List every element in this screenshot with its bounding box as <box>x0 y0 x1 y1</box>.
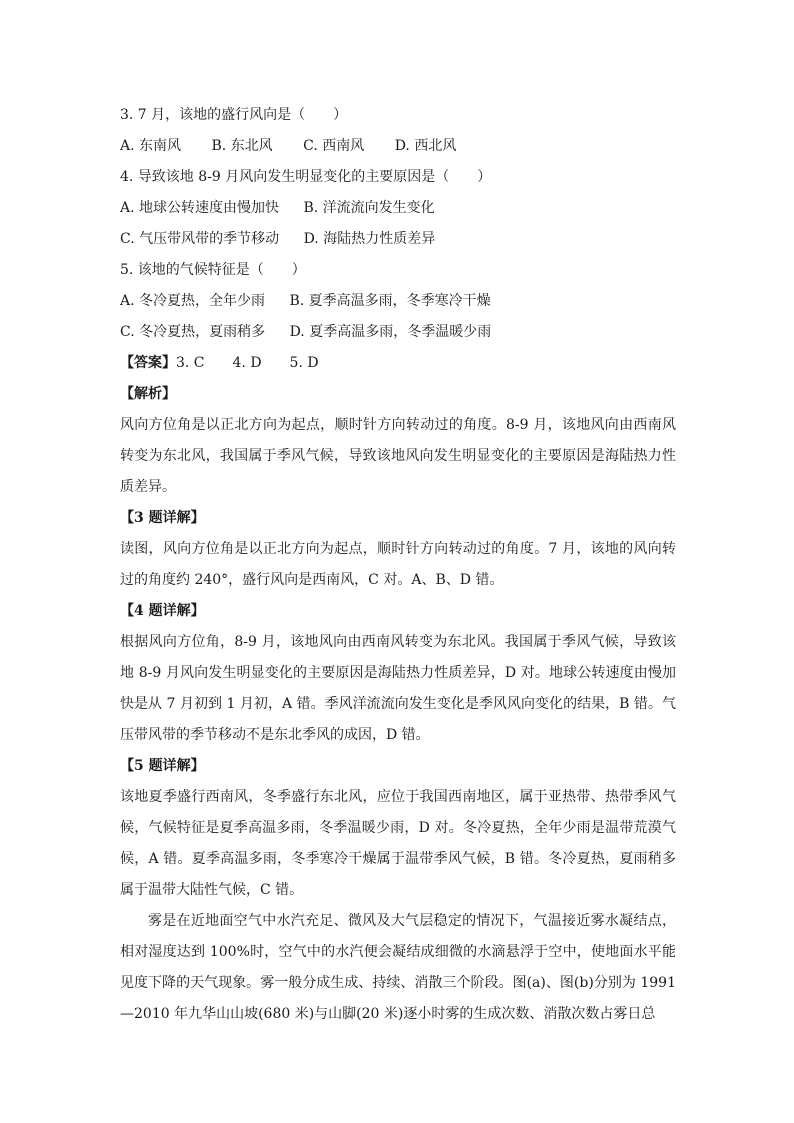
q5-option-c: C. 冬冷夏热，夏雨稍多 <box>120 324 266 340</box>
detail-4-label: 【4 题详解】 <box>120 603 205 619</box>
question-3-options <box>120 131 676 162</box>
q5-option-b: B. 夏季高温多雨，冬季寒冷干燥 <box>289 293 491 309</box>
question-5-options-row-2 <box>120 317 676 348</box>
detail-3-label: 【3 题详解】 <box>120 510 205 526</box>
detail-4-text: 根据风向方位角，8-9 月，该地风向由西南风转变为东北风。我国属于季风气候，导致该地 8-9 月风向发生明显变化的主要原因是海陆热力性质差异，D 对。地球公转速度由慢加快是从 7 月初到 1 月初，A 错。季风洋流流向发生变化是季风风向变化的结果，B 错。气压带风带的季节移动不是东北季风的成因，D 错。 <box>120 634 676 743</box>
q4-option-b: B. 洋流流向发生变化 <box>303 200 435 216</box>
question-4-options-row-2 <box>120 224 676 255</box>
fog-paragraph: 雾是在近地面空气中水汽充足、微风及大气层稳定的情况下，气温接近雾水凝结点，相对湿度达到 100%时，空气中的水汽便会凝结成细微的水滴悬浮于空中，使地面水平能见度下降的天气现象。雾一般分成生成、持续、消散三个阶段。图(a)、图(b)分别为 1991—2010 年九华山山坡(680 米)与山脚(20 米)逐小时雾的生成次数、消散次数占雾日总 <box>120 913 676 1022</box>
q5-option-a: A. 冬冷夏热，全年少雨 <box>120 293 266 309</box>
q3-option-c: C. 西南风 <box>303 138 365 154</box>
answer-text: 3. C 4. D 5. D <box>176 355 319 371</box>
question-4-options-row-1 <box>120 193 676 224</box>
q4-option-d: D. 海陆热力性质差异 <box>303 231 436 247</box>
detail-3-text: 读图，风向方位角是以正北方向为起点，顺时针方向转动过的角度。7 月，该地的风向转过的角度约 240°，盛行风向是西南风，C 对。A、B、D 错。 <box>120 541 676 588</box>
q4-option-a: A. 地球公转速度由慢加快 <box>120 200 280 216</box>
q3-option-d: D. 西北风 <box>394 138 457 154</box>
detail-5-label: 【5 题详解】 <box>120 758 205 774</box>
q4-option-c: C. 气压带风带的季节移动 <box>120 231 280 247</box>
question-3-stem: 3. 7 月，该地的盛行风向是（ ） <box>120 107 348 123</box>
q5-option-d: D. 夏季高温多雨，冬季温暖少雨 <box>289 324 492 340</box>
q3-option-b: B. 东北风 <box>211 138 273 154</box>
question-5-stem: 5. 该地的气候特征是（ ） <box>120 262 306 278</box>
answer-label: 【答案】 <box>120 355 176 371</box>
document-page <box>120 100 676 1030</box>
analysis-label: 【解析】 <box>120 386 176 402</box>
detail-5-text: 该地夏季盛行西南风，冬季盛行东北风，应位于我国西南地区，属于亚热带、热带季风气候，气候特征是夏季高温多雨，冬季温暖少雨，D 对。冬冷夏热，全年少雨是温带荒漠气候，A 错。夏季高温多雨，冬季寒冷干燥属于温带季风气候，B 错。冬冷夏热，夏雨稍多属于温带大陆性气候，C 错。 <box>120 789 676 898</box>
analysis-text: 风向方位角是以正北方向为起点，顺时针方向转动过的角度。8-9 月，该地风向由西南风转变为东北风，我国属于季风气候，导致该地风向发生明显变化的主要原因是海陆热力性质差异。 <box>120 417 676 495</box>
question-4-stem: 4. 导致该地 8-9 月风向发生明显变化的主要原因是（ ） <box>120 169 492 185</box>
answer-line <box>120 348 676 379</box>
question-5-options-row-1 <box>120 286 676 317</box>
q3-option-a: A. 东南风 <box>120 138 182 154</box>
